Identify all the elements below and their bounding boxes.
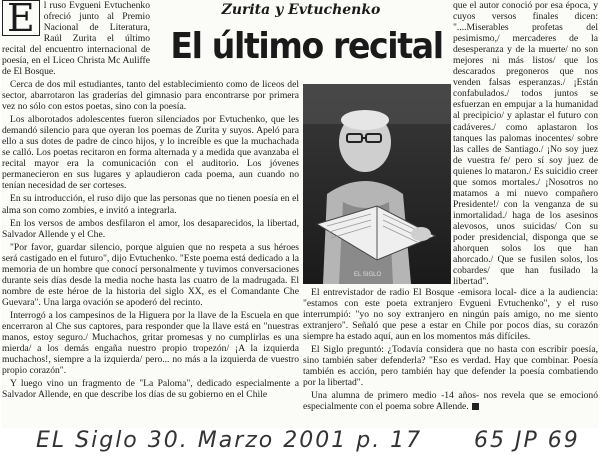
article-paragraph: Cerca de dos mil estudiantes, tanto del establecimiento como de liceos del sector, abarrotaron las graderías del gimnasio para encontrarse por primera vez no sólo con estos poetas, sino con la poesía. xyxy=(2,79,299,113)
left-column xyxy=(2,0,150,77)
poet-reading-photo xyxy=(303,84,451,284)
handwritten-source-note: EL Siglo 30. Marzo 2001 p. 17 xyxy=(36,428,423,453)
photo-credit: EL SIGLO xyxy=(354,272,382,278)
right-column xyxy=(453,0,598,289)
article-paragraph: Y luego vino un fragmento de "La Paloma", dedicado especialmente a Salvador Allende, en que describe los días de su gobierno en el Chile xyxy=(2,378,299,401)
end-mark-icon xyxy=(472,403,479,410)
newspaper-clipping xyxy=(2,0,598,428)
left-body-text xyxy=(2,79,299,402)
article-paragraph: Una alumna de primero medio -14 años- nos revela que se emocionó especialmente con el poema sobre Allende. xyxy=(303,390,598,413)
intro-paragraph: l ruso Evgueni Evtuchenko ofreció junto al Premio Nacional de Literatura, Raúl Zurita el último recital del encuentro internacional de poesía, en el Liceo Christa Mc Auliffe de El Bosque. xyxy=(2,0,150,78)
drop-cap: E xyxy=(2,0,40,36)
article-paragraph: "Por favor, guardar silencio, porque alguien que no respeta a sus héroes será castigado en el futuro", dijo Evtuchenko. "Este poema está dedicado a la memoria de un hombre que conocí personalmente y tuvimos conversaciones durante seis días desde la media noche hasta las cuatro de la madrugada. El nombre de este héroe de la historia del siglo XX, es el Comandante Che Guevara". Una larga ovación se apoderó del recinto. xyxy=(2,241,299,308)
poem-excerpt: que el autor conoció por esa época, y cuyos versos finales dicen: "....Miserables profetas del pesimismo,/ mercaderes de la desesperanza y de la muerte/ no son mejores ni más listos/ que los descarados pregoneros que nos venden falsas esperanzas./ ¡Están confabulados./ todos juntos se esfuerzan en empujar a la humanidad al precipicio/ y aplastar el futuro con cadáveres./ como aplastaron los tanques las palomas inocentes/ sobre las calles de Santiago./ ¡No soy juez de vuestra fe/ pero sí soy juez de quienes lo mataron./ Es suicidio creer que somos mortales./ ¡Nosotros no matamos a mi nuevo compañero Presidente!/ con la venganza de su inmortalidad./ haga de los asesinos alevosos, unos suicidas/ Con su poder presidencial, disponga que se ahorquen solos los que han ahorcado./ Que se fusilen solos, los cobardes/ que han fusilado la libertad". xyxy=(453,0,598,288)
article-paragraph: El entrevistador de radio El Bosque -emisora local- dice a la audiencia: "estamos con este poeta extranjero Evgueni Evtuchenko", y el ruso interrumpió: "yo no soy extranjero en ningún país amigo, no me siento extranjero". Señaló que pese a estar en Chile por pocos días, su corazón siempre ha estado aquí, aun en los momentos más difíciles. xyxy=(303,287,598,343)
article-paragraph: Interrogó a los campesinos de la Higuera por la llave de la Escuela en que encerraron al Che sus captores, para responder que la llave está en "nuestras manos, estoy seguro./ Muchachos, gritar promesas y no cumplirlas es una mierda/ a los demás engaña nuestro propio tropezón/ ¡A la izquierda muchachos!, siempre a la izquierda/ pero... no más a la izquierda de vuestro propio corazón". xyxy=(2,309,299,377)
article-headline: El último recital xyxy=(170,26,443,67)
handwritten-archive-code: 65 JP 69 xyxy=(474,428,580,453)
article-paragraph: En los versos de ambos desfilaron el amor, los desaparecidos, la libertad, Salvador Allende y el Che. xyxy=(2,217,299,240)
bottom-body-text xyxy=(303,287,598,415)
article-paragraph: Los alborotados adolescentes fueron silenciados por Evtuchenko, que les demandó silencio para que oyeran los poemas de Zurita y suyos. Apeló para ello a sus dotes de padre de cinco hijos, y lo increíble es que la muchachada se calló. Los poetas recitaron en forma alternada y a medida que avanzaba el recital mayor era la comunicación con el auditorio. Los jóvenes permanecieron en sus lugares y aplaudieron cada poema, aun cuando no tenían necesidad de ser corteses. xyxy=(2,114,299,192)
poet-photo xyxy=(303,84,451,284)
article-kicker: Zurita y Evtuchenko xyxy=(221,2,381,18)
article-paragraph: En su introducción, el ruso dijo que las personas que no tienen poesía en el alma son como zombies, e invitó a integrarla. xyxy=(2,193,299,216)
article-paragraph: El Siglo preguntó: ¿Todavía considera que no hasta con escribir poesía, sino también saber defenderla? "Eso es verdad. Hay que combinar. Poesía también es acción, pero también hay que defender la poesía combatiendo por la libertad". xyxy=(303,344,598,389)
